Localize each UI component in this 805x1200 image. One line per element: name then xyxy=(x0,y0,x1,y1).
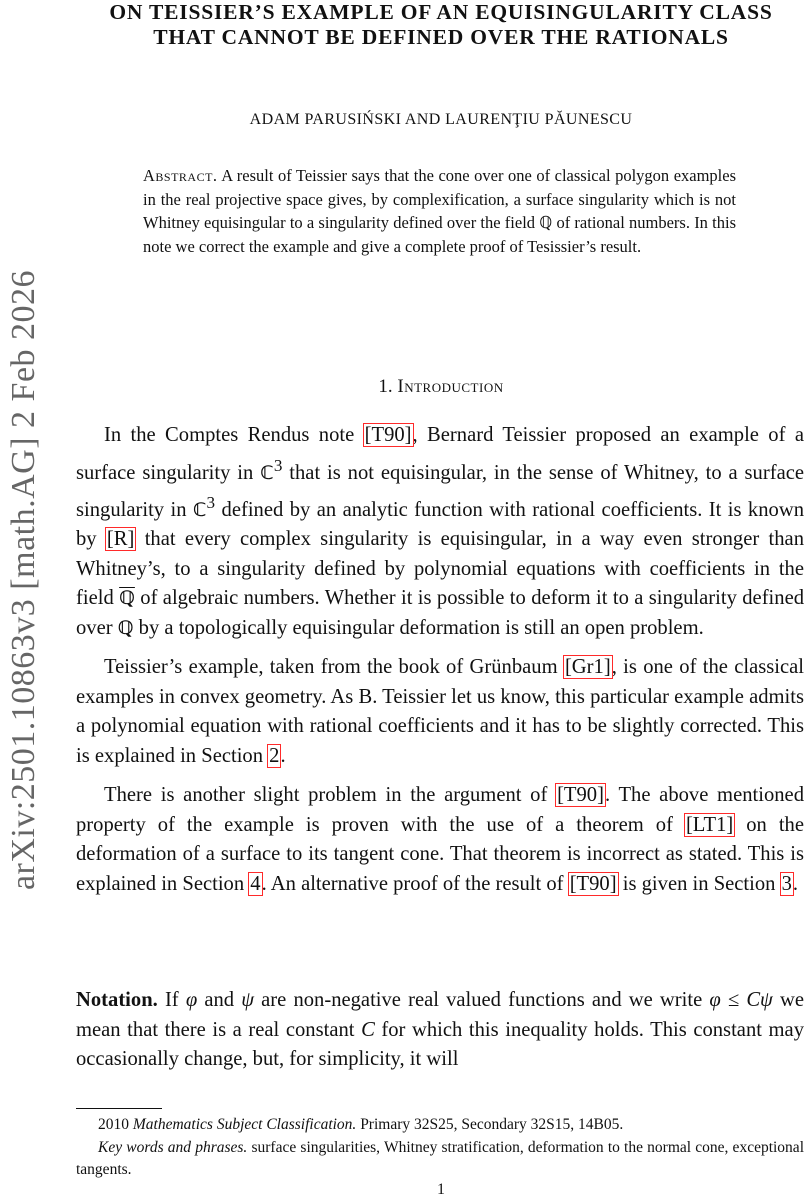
text-run: of algebraic numbers. Whether it is possible to deform it to a singularity defined over xyxy=(76,587,805,639)
text-run: In the Comptes Rendus note xyxy=(104,424,364,446)
text-run: by a topologically equisingular deformation is still an open problem. xyxy=(133,616,704,639)
text-run: There is another slight problem in the argument of xyxy=(104,784,557,807)
text-run: Teissier’s example, taken from the book of Grünbaum xyxy=(104,656,564,679)
text-run: defined by an analytic function with rational coefficients. It is known by xyxy=(76,498,804,551)
math-inequality: φ ≤ Cψ xyxy=(709,989,773,1011)
arxiv-identifier xyxy=(2,200,46,960)
section-link-4[interactable]: 4 xyxy=(250,872,261,895)
text-run: Primary 32S25, Secondary 32S15, 14B05. xyxy=(356,1116,624,1133)
text-run: . An alternative proof of the result of xyxy=(261,872,569,895)
text-run: are non-negative real valued functions and we write xyxy=(254,989,710,1011)
paper-title: ON TEISSIER’S EXAMPLE OF AN EQUISINGULARITY CLASS THAT CANNOT BE DEFINED OVER THE RATIONALS xyxy=(109,0,773,49)
rational-numbers-symbol: ℚ xyxy=(117,617,134,639)
paragraph-1 xyxy=(76,421,804,643)
text-run: surface singularities, Whitney stratification, deformation to the normal cone, exceptional tangents. xyxy=(76,1138,804,1179)
text-run: . xyxy=(280,744,286,767)
math-psi: ψ xyxy=(241,989,255,1011)
text-run: for which this inequality holds. This constant may occasionally change, but, for simplicity, it will xyxy=(76,1018,804,1070)
algebraic-numbers-symbol: ℚ xyxy=(119,588,135,610)
notation-paragraph xyxy=(76,986,804,1075)
text-run: , is one of the classical examples in convex geometry. As B. Teissier let us know, this particular example admits a polynomial equation with rational coefficients and it has to be slightly corrected. This is explained in Section xyxy=(76,656,804,767)
citation-link-t90[interactable]: [T90] xyxy=(364,424,412,446)
footnotes xyxy=(76,1114,804,1182)
notation-block xyxy=(76,986,804,1075)
text-run: on the deformation of a surface to its tangent cone. That theorem is incorrect as stated. This is explained in Section xyxy=(76,813,804,895)
abstract-label: Abstract. xyxy=(143,166,218,185)
arxiv-identifier-text: arXiv:2501.10863v3 [math.AG] 2 Feb 2026 xyxy=(5,269,43,891)
paragraph-2 xyxy=(76,653,804,771)
text-run: , Bernard Teissier proposed an example of a surface singularity in xyxy=(76,424,804,484)
section-link-3[interactable]: 3 xyxy=(781,872,792,895)
citation-link-t90[interactable]: [T90] xyxy=(569,872,617,895)
math-phi: φ xyxy=(185,989,198,1011)
paragraph-3 xyxy=(76,781,804,899)
text-run: . xyxy=(792,872,799,895)
text-run: . The above mentioned property of the example is proven with the use of a theorem of xyxy=(76,784,804,836)
citation-link-lt1[interactable]: [LT1] xyxy=(685,813,734,836)
abstract xyxy=(143,164,736,258)
text-run: and xyxy=(197,989,242,1011)
section-heading xyxy=(76,376,805,398)
citation-link-t90[interactable]: [T90] xyxy=(557,784,604,807)
section-link-2[interactable]: 2 xyxy=(269,744,280,767)
math-constant: C xyxy=(361,1018,375,1041)
keywords-label: Key words and phrases. xyxy=(98,1138,248,1156)
msc-footnote xyxy=(76,1114,804,1137)
citation-link-gr1[interactable]: [Gr1] xyxy=(564,656,611,679)
citation-link-r[interactable]: [R] xyxy=(106,528,135,551)
text-run: that every complex singularity is equisingular, in a way even stronger than Whitney’s, to a singularity defined by polynomial equations with coefficients in the field xyxy=(76,528,804,610)
keywords-footnote xyxy=(76,1137,804,1182)
paper-authors: ADAM PARUSIŃSKI AND LAURENŢIU PĂUNESCU xyxy=(249,111,633,128)
footnote-rule xyxy=(76,1108,162,1109)
introduction-body xyxy=(76,421,804,899)
exponent: 3 xyxy=(273,455,283,475)
text-run: that is not equisingular, in the sense of Whitney, to a surface singularity in xyxy=(76,461,804,521)
exponent: 3 xyxy=(206,492,216,512)
section-title: Introduction xyxy=(397,376,504,397)
text-run: we mean that there is a real constant xyxy=(76,989,805,1041)
msc-label: Mathematics Subject Classification. xyxy=(132,1116,357,1133)
complex-numbers-symbol: ℂ xyxy=(260,462,274,484)
complex-numbers-symbol: ℂ xyxy=(192,499,207,521)
text-run: 2010 xyxy=(98,1116,133,1133)
text-run: is given in Section xyxy=(617,872,781,895)
notation-label: Notation. xyxy=(76,989,158,1011)
page-number: 1 xyxy=(437,1181,445,1198)
section-number: 1. xyxy=(378,376,393,397)
text-run: If xyxy=(157,989,186,1011)
abstract-text: A result of Teissier says that the cone over one of classical polygon examples in the real projective space gives, by complexification, a surface singularity which is not Whitney equisingular to a singularity defined over the field ℚ of rational numbers. In this note we correct the example and give a complete proof of Tesissier’s result. xyxy=(143,166,737,256)
